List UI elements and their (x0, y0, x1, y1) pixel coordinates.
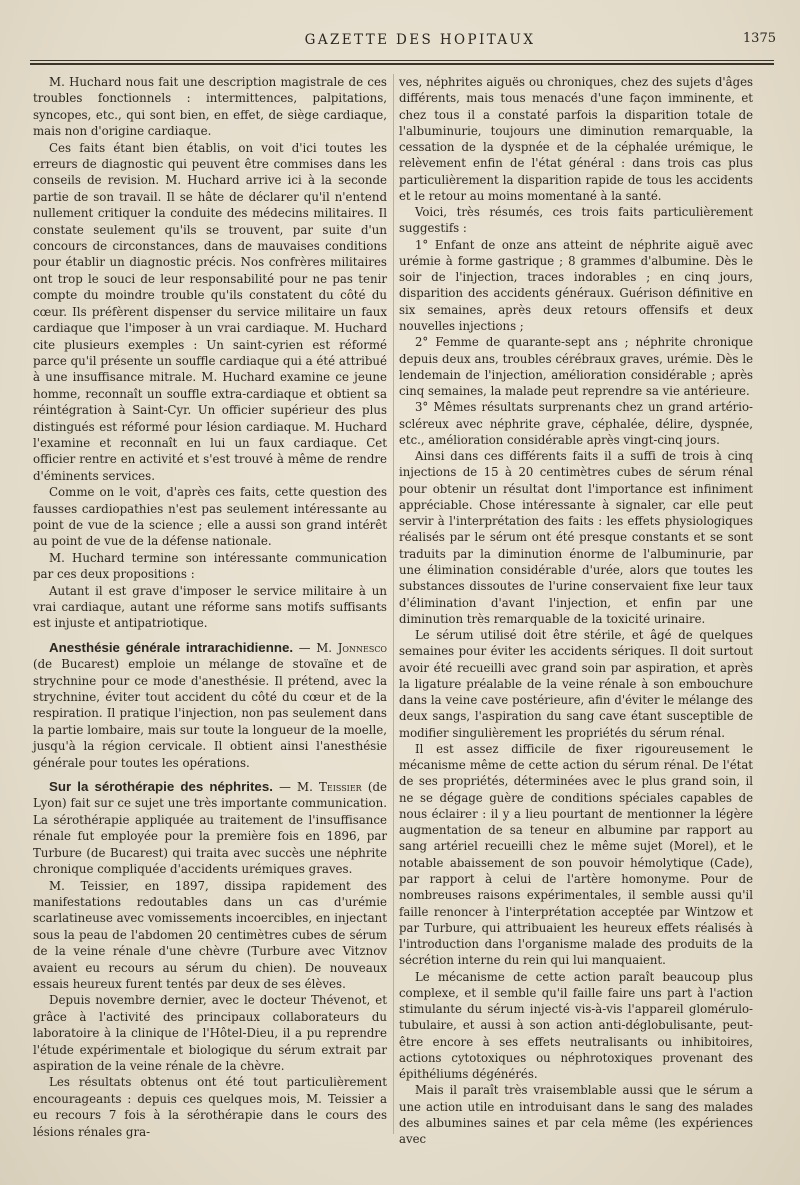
page-header (30, 28, 776, 52)
section-heading: Sur la sérothérapie des néphrites. (49, 779, 273, 795)
paragraph: Le sérum utilisé doit être stérile, et âgé de quelques semaines pour éviter les accidents sériques. Il doit surtout avoir été recueilli avec grand soin par aspiration, et après la ligature préalable de la veine rénale à son embouchure dans la veine cave postérieure, afin d'éviter le mélange des deux sangs, l'aspiration du sang cave étant susceptible de modifier singulièrement les propriétés du sérum rénal. (399, 628, 753, 740)
left-column (33, 74, 387, 1140)
section-serotherapie (33, 779, 387, 877)
paragraph: Voici, très résumés, ces trois faits particulièrement suggestifs : (399, 205, 753, 236)
section-author: — M. Jonnesco (298, 640, 387, 655)
paragraph: Comme on le voit, d'après ces faits, cette question des fausses cardiopathies n'est pas seulement intéressante au point de vue de la science ; elle a aussi son grand intérêt au point de vue de la défense nationale. (33, 485, 387, 549)
paragraph: 2° Femme de quarante-sept ans ; néphrite chronique depuis deux ans, troubles cérébraux graves, urémie. Dès le lendemain de l'injection, amélioration considérable ; après cinq semaines, la malade peut reprendre sa vie antérieure. (399, 335, 753, 399)
page-number: 1375 (742, 31, 776, 46)
header-rule-thin (30, 60, 774, 61)
paragraph: Il est assez difficile de fixer rigoureusement le mécanisme même de cette action du sérum rénal. De l'état de ses propriétés, déterminées avec le plus grand soin, il ne se dégage guère de conditions spéciales capables de nous éclairer : il y a lieu pourtant de mentionner la légère augmentation de sa teneur en albumine par rapport au sang artériel recueilli chez le même sujet (Morel), et le notable abaissement de son pouvoir hémolytique (Cade), par rapport à celui de l'artère homonyme. Pour de nombreuses raisons expérimentales, il semble aussi qu'il faille renoncer à l'interprétation acceptée par Wintzow et par Turbure, qui attribuaient les heureux effets réalisés à l'introduction dans l'organisme malade des produits de la sécrétion interne du rein qui lui manquaient. (399, 741, 753, 968)
paragraph: 1° Enfant de onze ans atteint de néphrite aiguë avec urémie à forme gastrique ; 8 grammes d'albumine. Dès le soir de l'injection, traces indorables ; en cinq jours, disparition des accidents généraux. Guérison définitive en six semaines, après deux retours offensifs et deux nouvelles injections ; (399, 237, 753, 333)
paragraph: Depuis novembre dernier, avec le docteur Thévenot, et grâce à l'activité des principaux collaborateurs du laboratoire à la clinique de l'Hôtel-Dieu, il a pu reprendre l'étude expérimentale et biologique du sérum extrait par aspiration de la veine rénale de la chèvre. (33, 993, 387, 1073)
section-body: (de Lyon) fait sur ce sujet une très importante communication. La sérothérapie appliquée au traitement de l'insuffisance rénale fut employée pour la première fois en 1896, par Turbure (de Bucarest) qui traita avec succès une néphrite chronique compliquée d'accidents urémiques graves. (33, 780, 387, 877)
paragraph: Les résultats obtenus ont été tout particulièrement encourageants : depuis ces quelques mois, M. Teissier a eu recours 7 fois à la sérothérapie dans le cours des lésions rénales gra- (33, 1075, 387, 1139)
paragraph: Ces faits étant bien établis, on voit d'ici toutes les erreurs de diagnostic qui peuvent être commises dans les conseils de revision. M. Huchard arrive ici à la seconde partie de son travail. Il se hâte de déclarer qu'il n'entend nullement critiquer la conduite des médecins militaires. Il constate seulement qu'ils se trouvent, par suite d'un concours de circonstances, dans de mauvaises conditions pour établir un diagnostic précis. Nos confrères militaires ont trop le souci de leur responsabilité pour ne pas tenir compte du moindre trouble qu'ils constatent du côté du cœur. Ils préfèrent dispenser du service militaire un faux cardiaque que l'imposer à un vrai cardiaque. M. Huchard cite plusieurs exemples : Un saint-cyrien est réformé parce qu'il présente un souffle cardiaque qui a été attribué à une insuffisance mitrale. M. Huchard examine ce jeune homme, reconnaît un souffle extra-cardiaque et obtient sa réintégration à Saint-Cyr. Un officier supérieur des plus distingués est réformé pour lésion cardiaque. M. Huchard l'examine et reconnaît en lui un faux cardiaque. Cet officier rentre en activité et s'est trouvé à même de rendre d'éminents services. (33, 140, 387, 483)
paragraph: Mais il paraît très vraisemblable aussi que le sérum a une action utile en introduisant dans le sang des malades des albumines saines et par cela même (les expériences avec (399, 1083, 753, 1147)
paragraph: M. Huchard termine son intéressante communication par ces deux propositions : (33, 550, 387, 582)
journal-title: GAZETTE DES HOPITAUX (304, 32, 536, 48)
header-rule-thick (30, 63, 774, 65)
paragraph: Autant il est grave d'imposer le service militaire à un vrai cardiaque, autant une réforme sans motifs suffisants est injuste et antipatriotique. (33, 583, 387, 631)
section-author: — M. Teissier (279, 780, 362, 795)
section-anesthesie (33, 640, 387, 771)
paragraph: Le mécanisme de cette action paraît beaucoup plus complexe, et il semble qu'il faille faire uns part à l'action stimulante du sérum injecté vis-à-vis l'appareil glomérulo-tubulaire, et aussi à son action anti-déglobulisante, peut-être encore à ses effets neutralisants ou inhibitoires, actions cytotoxiques ou néphrotoxiques provenant des épithéliums dégénérés. (399, 969, 753, 1082)
section-heading: Anesthésie générale intrarachidienne. (49, 639, 294, 655)
paragraph: ves, néphrites aiguës ou chroniques, chez des sujets d'âges différents, mais tous menacés d'une façon imminente, et chez tous il a constaté parfois la disparition totale de l'albuminurie, toujours une diminution remarquable, la cessation de la dyspnée et de la céphalée urémique, le relèvement enfin de l'état général : dans trois cas plus particulièrement la disparition rapide de tous les accidents et le retour au moins momentané à la santé. (399, 75, 753, 203)
column-divider (393, 74, 394, 1134)
right-column (399, 74, 753, 1148)
paragraph: Ainsi dans ces différents faits il a suffi de trois à cinq injections de 15 à 20 centimètres cubes de sérum rénal pour obtenir un résultat dont l'importance est infiniment appréciable. Chose intéressante à signaler, car elle peut servir à l'interprétation des faits : les effets physiologiques réalisés par le sérum ont été presque constants et se sont traduits par la diminution énorme de l'albuminurie, par une élimination considérable d'urée, alors que toutes les substances dissoutes de l'urine conservaient fixe leur taux d'élimination d'avant l'injection, et enfin par une diminution très remarquable de la toxicité urinaire. (399, 449, 753, 626)
section-body: (de Bucarest) emploie un mélange de stovaïne et de strychnine pour ce mode d'anesthésie. Il prétend, avec la strychnine, éviter tout accident du côté du cœur et de la respiration. Il pratique l'injection, non pas seulement dans la partie lombaire, mais sur toute la longueur de la moelle, jusqu'à la région cervicale. Il obtient ainsi l'anesthésie générale pour toutes les opérations. (33, 657, 387, 770)
paragraph: M. Huchard nous fait une description magistrale de ces troubles fonctionnels : intermittences, palpitations, syncopes, etc., qui sont bien, en effet, de siège cardiaque, mais non d'origine cardiaque. (33, 75, 387, 139)
paragraph: M. Teissier, en 1897, dissipa rapidement des manifestations redoutables dans un cas d'urémie scarlatineuse avec vomissements incoercibles, en injectant sous la peau de l'abdomen 20 centimètres cubes de sérum de la veine rénale d'une chèvre (Turbure avec Vitznov avaient eu recours au sérum du chien). De nouveaux essais heureux furent tentés par deux de ses élèves. (33, 878, 387, 991)
paragraph: 3° Mêmes résultats surprenants chez un grand artério-scléreux avec néphrite grave, céphalée, délire, dyspnée, etc., amélioration considérable après vingt-cinq jours. (399, 400, 753, 447)
